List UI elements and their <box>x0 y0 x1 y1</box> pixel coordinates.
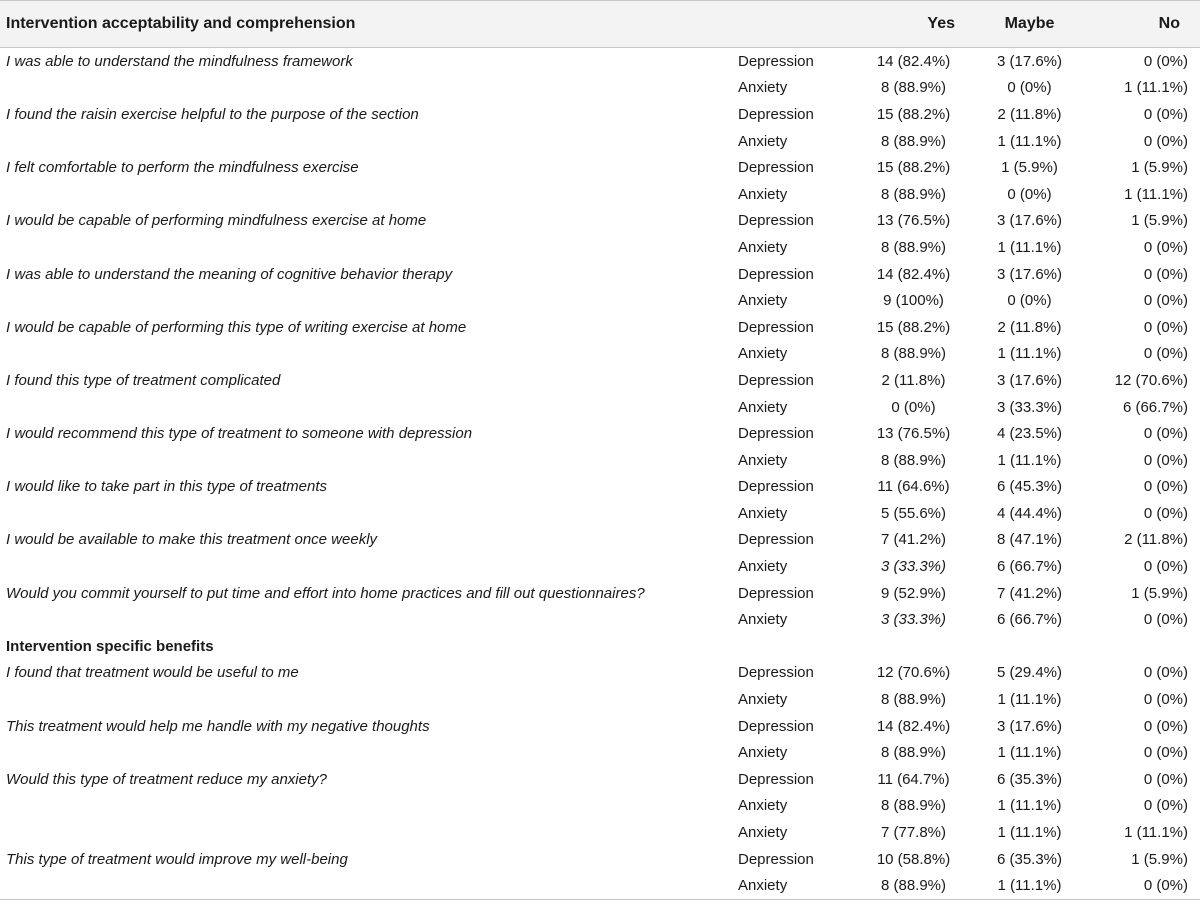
yes-cell: 15 (88.2%) <box>876 318 951 336</box>
maybe-cell: 3 (17.6%) <box>996 212 1063 230</box>
question-cell: This treatment would help me handle with my negative thoughts <box>6 717 430 735</box>
question-cell <box>0 128 728 155</box>
question-cell <box>0 739 728 766</box>
group-cell: Depression <box>738 717 814 735</box>
question-cell: I would be available to make this treatment once weekly <box>6 531 378 549</box>
group-cell: Depression <box>738 664 814 682</box>
table-row <box>0 394 1200 421</box>
table-row <box>0 872 1200 899</box>
table-row <box>0 367 1200 394</box>
yes-cell: 12 (70.6%) <box>876 664 951 682</box>
yes-cell: 2 (11.8%) <box>881 371 946 389</box>
question-cell <box>0 447 728 474</box>
yes-cell: 15 (88.2%) <box>876 105 951 123</box>
maybe-cell: 2 (11.8%) <box>997 318 1062 336</box>
table-row <box>0 527 1200 554</box>
group-cell: Depression <box>738 159 814 177</box>
maybe-cell: 1 (11.1%) <box>997 238 1062 256</box>
no-cell: 0 (0%) <box>1143 691 1188 709</box>
yes-cell: 13 (76.5%) <box>876 212 951 230</box>
no-cell: 6 (66.7%) <box>1122 398 1188 416</box>
question-cell <box>0 75 728 102</box>
maybe-cell: 0 (0%) <box>1007 79 1052 97</box>
group-cell: Depression <box>738 52 814 70</box>
group-cell: Depression <box>738 478 814 496</box>
maybe-cell: 6 (66.7%) <box>996 558 1063 576</box>
no-cell: 1 (11.1%) <box>1124 185 1188 203</box>
no-cell: 1 (5.9%) <box>1131 212 1188 230</box>
question-cell: I would recommend this type of treatment to someone with depression <box>6 425 473 443</box>
question-cell: I found that treatment would be useful to me <box>6 664 299 682</box>
yes-cell: 8 (88.9%) <box>880 132 947 150</box>
table-row <box>0 580 1200 607</box>
table-row <box>0 553 1200 580</box>
yes-cell: 11 (64.7%) <box>877 770 950 788</box>
table-row <box>0 48 1200 75</box>
yes-cell: 3 (33.3%) <box>880 611 947 629</box>
yes-cell: 9 (100%) <box>883 292 944 310</box>
yes-cell: 8 (88.9%) <box>880 345 947 363</box>
yes-cell: 8 (88.9%) <box>880 79 947 97</box>
question-cell: Would this type of treatment reduce my anxiety? <box>6 770 327 788</box>
group-cell: Depression <box>738 371 814 389</box>
no-cell: 0 (0%) <box>1143 797 1188 815</box>
maybe-cell: 0 (0%) <box>1007 185 1052 203</box>
table-row <box>0 793 1200 820</box>
section-header-row <box>0 633 1200 660</box>
no-cell: 0 (0%) <box>1143 744 1188 762</box>
question-cell <box>0 553 728 580</box>
question-cell <box>0 181 728 208</box>
group-cell: Depression <box>738 584 814 602</box>
table-row <box>0 101 1200 128</box>
header-row <box>0 1 1200 48</box>
no-cell: 0 (0%) <box>1143 611 1188 629</box>
table-row <box>0 819 1200 846</box>
table-row <box>0 128 1200 155</box>
maybe-cell: 3 (17.6%) <box>996 265 1063 283</box>
no-cell: 0 (0%) <box>1143 265 1188 283</box>
maybe-cell: 4 (44.4%) <box>996 504 1063 522</box>
table-row <box>0 314 1200 341</box>
question-cell <box>0 872 728 899</box>
maybe-cell: 6 (66.7%) <box>996 611 1063 629</box>
maybe-cell: 7 (41.2%) <box>996 584 1063 602</box>
question-cell: Would you commit yourself to put time and effort into home practices and fill out questionnaires? <box>6 584 645 602</box>
no-cell: 0 (0%) <box>1143 132 1188 150</box>
maybe-cell: 5 (29.4%) <box>996 664 1063 682</box>
maybe-column-header: Maybe <box>969 1 1090 48</box>
maybe-cell: 1 (11.1%) <box>997 744 1062 762</box>
no-cell: 0 (0%) <box>1143 425 1188 443</box>
group-cell: Anxiety <box>738 824 788 842</box>
yes-cell: 8 (88.9%) <box>880 238 947 256</box>
no-column-header: No <box>1090 1 1200 48</box>
yes-cell: 8 (88.9%) <box>880 185 947 203</box>
group-cell: Depression <box>738 265 814 283</box>
group-cell: Depression <box>738 105 814 123</box>
maybe-cell: 8 (47.1%) <box>996 531 1063 549</box>
yes-cell: 7 (41.2%) <box>880 531 947 549</box>
question-cell: I would like to take part in this type of treatments <box>6 478 327 496</box>
yes-cell: 8 (88.9%) <box>838 872 969 899</box>
no-cell: 0 (0%) <box>1143 292 1188 310</box>
no-cell: 1 (11.1%) <box>1124 824 1188 842</box>
table-row <box>0 154 1200 181</box>
table-header <box>0 1 1200 48</box>
table-row <box>0 75 1200 102</box>
no-cell: 0 (0%) <box>1143 664 1188 682</box>
group-cell: Depression <box>738 212 814 230</box>
no-cell: 0 (0%) <box>1143 478 1188 496</box>
maybe-cell: 6 (35.3%) <box>996 850 1063 868</box>
table-row <box>0 341 1200 368</box>
maybe-cell: 1 (11.1%) <box>997 824 1062 842</box>
group-cell: Anxiety <box>738 611 788 629</box>
table-title: Intervention acceptability and comprehension <box>0 1 728 48</box>
group-cell: Depression <box>738 850 814 868</box>
maybe-cell: 1 (5.9%) <box>1001 159 1058 177</box>
maybe-cell: 4 (23.5%) <box>996 425 1063 443</box>
no-cell: 2 (11.8%) <box>1124 531 1188 549</box>
group-cell: Anxiety <box>738 132 788 150</box>
table-row <box>0 474 1200 501</box>
group-cell: Anxiety <box>728 872 838 899</box>
table-row <box>0 181 1200 208</box>
group-cell: Anxiety <box>738 451 788 469</box>
question-cell <box>0 394 728 421</box>
table-row <box>0 234 1200 261</box>
question-cell <box>0 819 728 846</box>
question-cell: This type of treatment would improve my well-being <box>6 850 348 868</box>
question-cell <box>0 234 728 261</box>
yes-cell: 8 (88.9%) <box>880 744 947 762</box>
maybe-cell: 3 (17.6%) <box>996 717 1063 735</box>
no-cell: 0 (0%) <box>1143 52 1188 70</box>
group-column-header <box>728 1 838 48</box>
question-cell: I found the raisin exercise helpful to the purpose of the section <box>6 105 419 123</box>
maybe-cell: 1 (11.1%) <box>997 797 1062 815</box>
question-cell: I felt comfortable to perform the mindfulness exercise <box>6 159 359 177</box>
table-body <box>0 48 1200 900</box>
group-cell: Depression <box>738 318 814 336</box>
group-cell: Anxiety <box>738 185 788 203</box>
question-cell <box>0 287 728 314</box>
yes-cell: 8 (88.9%) <box>880 691 947 709</box>
maybe-cell: 1 (11.1%) <box>997 345 1062 363</box>
group-cell: Anxiety <box>738 744 788 762</box>
table-row <box>0 766 1200 793</box>
yes-cell: 8 (88.9%) <box>880 451 947 469</box>
maybe-cell: 1 (11.1%) <box>969 872 1090 899</box>
no-cell: 0 (0%) <box>1143 504 1188 522</box>
question-cell <box>0 793 728 820</box>
no-cell: 0 (0%) <box>1143 318 1188 336</box>
yes-cell: 7 (77.8%) <box>880 824 947 842</box>
group-cell: Anxiety <box>738 398 788 416</box>
no-cell: 0 (0%) <box>1143 717 1188 735</box>
no-cell: 0 (0%) <box>1143 770 1188 788</box>
yes-cell: 5 (55.6%) <box>880 504 947 522</box>
yes-cell: 10 (58.8%) <box>876 850 951 868</box>
yes-cell: 11 (64.6%) <box>877 478 950 496</box>
question-cell: I was able to understand the mindfulness framework <box>6 52 353 70</box>
group-cell: Depression <box>738 531 814 549</box>
no-cell: 0 (0%) <box>1143 105 1188 123</box>
group-cell: Anxiety <box>738 504 788 522</box>
group-cell: Anxiety <box>738 691 788 709</box>
question-cell: I would be capable of performing mindfulness exercise at home <box>6 212 427 230</box>
maybe-cell: 3 (17.6%) <box>996 52 1063 70</box>
yes-cell: 14 (82.4%) <box>876 265 951 283</box>
no-cell: 0 (0%) <box>1143 345 1188 363</box>
maybe-cell: 0 (0%) <box>1007 292 1052 310</box>
question-cell: I was able to understand the meaning of cognitive behavior therapy <box>6 265 453 283</box>
maybe-cell: 3 (33.3%) <box>996 398 1063 416</box>
group-cell: Anxiety <box>738 797 788 815</box>
table-row <box>0 660 1200 687</box>
table-row <box>0 686 1200 713</box>
maybe-cell: 6 (35.3%) <box>996 770 1063 788</box>
yes-cell: 9 (52.9%) <box>880 584 947 602</box>
no-cell: 0 (0%) <box>1143 558 1188 576</box>
maybe-cell: 2 (11.8%) <box>997 105 1062 123</box>
maybe-cell: 3 (17.6%) <box>996 371 1063 389</box>
no-cell: 1 (5.9%) <box>1131 850 1188 868</box>
no-cell: 0 (0%) <box>1143 238 1188 256</box>
no-cell: 0 (0%) <box>1143 451 1188 469</box>
yes-cell: 15 (88.2%) <box>876 159 951 177</box>
yes-cell: 14 (82.4%) <box>876 52 951 70</box>
table-row <box>0 500 1200 527</box>
group-cell: Depression <box>738 770 814 788</box>
table-row <box>0 447 1200 474</box>
yes-cell: 8 (88.9%) <box>880 797 947 815</box>
yes-column-header: Yes <box>838 1 969 48</box>
question-cell <box>0 341 728 368</box>
table-row <box>0 208 1200 235</box>
section-title: Intervention specific benefits <box>6 637 214 655</box>
question-cell <box>0 606 728 633</box>
group-cell: Depression <box>738 425 814 443</box>
question-cell: I found this type of treatment complicated <box>6 371 281 389</box>
group-cell: Anxiety <box>738 238 788 256</box>
question-cell <box>0 500 728 527</box>
table-row <box>0 420 1200 447</box>
table-row <box>0 846 1200 873</box>
question-cell <box>0 686 728 713</box>
question-cell: I would be capable of performing this type of writing exercise at home <box>6 318 467 336</box>
maybe-cell: 1 (11.1%) <box>997 691 1062 709</box>
yes-cell: 14 (82.4%) <box>876 717 951 735</box>
table-row <box>0 739 1200 766</box>
group-cell: Anxiety <box>738 345 788 363</box>
no-cell: 12 (70.6%) <box>1114 371 1188 389</box>
group-cell: Anxiety <box>738 79 788 97</box>
yes-cell: 0 (0%) <box>891 398 936 416</box>
table-row <box>0 287 1200 314</box>
group-cell: Anxiety <box>738 558 788 576</box>
table-row <box>0 713 1200 740</box>
no-cell: 0 (0%) <box>1090 872 1200 899</box>
no-cell: 1 (5.9%) <box>1131 159 1188 177</box>
group-cell: Anxiety <box>738 292 788 310</box>
maybe-cell: 6 (45.3%) <box>996 478 1063 496</box>
maybe-cell: 1 (11.1%) <box>997 132 1062 150</box>
no-cell: 1 (11.1%) <box>1124 79 1188 97</box>
maybe-cell: 1 (11.1%) <box>997 451 1062 469</box>
yes-cell: 3 (33.3%) <box>880 558 947 576</box>
table-row <box>0 261 1200 288</box>
yes-cell: 13 (76.5%) <box>876 425 951 443</box>
table-row <box>0 606 1200 633</box>
no-cell: 1 (5.9%) <box>1131 584 1188 602</box>
